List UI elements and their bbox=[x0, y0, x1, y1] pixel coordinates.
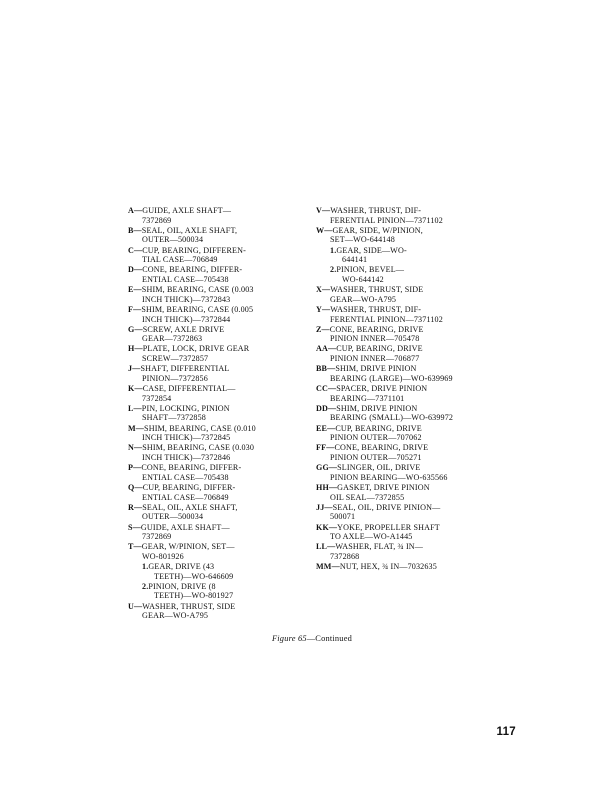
legend-entry-key: B— bbox=[128, 225, 142, 235]
legend-entry-part-number: ENTIAL CASE—705438 bbox=[142, 274, 229, 284]
legend-entry-key: 1. bbox=[142, 562, 149, 572]
legend-entry-part-number: ENTIAL CASE—706849 bbox=[142, 492, 229, 502]
legend-entry-text: SHIM, BEARING, CASE (0.030 bbox=[142, 443, 255, 453]
legend-entry-part-number: FERENTIAL PINION—7371102 bbox=[330, 314, 443, 324]
legend-entry-part-number: TO AXLE—WO-A1445 bbox=[330, 532, 413, 542]
legend-entry-key: Y— bbox=[316, 304, 331, 314]
legend-entry bbox=[316, 384, 496, 403]
legend-entry-key: F— bbox=[128, 304, 142, 314]
legend-entry bbox=[128, 265, 304, 284]
legend-entry-part-number: 644141 bbox=[342, 255, 368, 265]
legend-entry-part-number: TIAL CASE—706849 bbox=[142, 255, 218, 265]
legend-entry-part-number: SHAFT—7372858 bbox=[142, 413, 207, 423]
legend-entry bbox=[128, 344, 304, 363]
legend-entry-text: SHIM, BEARING, CASE (0.003 bbox=[141, 285, 254, 295]
legend-entry-text: SHAFT, DIFFERENTIAL bbox=[140, 364, 230, 374]
legend-entry bbox=[128, 226, 304, 245]
legend-entry-part-number: ENTIAL CASE—705438 bbox=[142, 472, 229, 482]
legend-entry-key: R— bbox=[128, 502, 143, 512]
legend-entry-part-number: BEARING (LARGE)—WO-639969 bbox=[330, 373, 453, 383]
legend-entry bbox=[128, 384, 304, 403]
legend-entry-key: LL— bbox=[316, 542, 336, 552]
legend-entry bbox=[128, 463, 304, 482]
legend-entry bbox=[316, 483, 496, 502]
legend-entry-text: SHIM, BEARING, CASE (0.010 bbox=[144, 423, 256, 433]
legend-entry-text: PLATE, LOCK, DRIVE GEAR bbox=[142, 344, 250, 354]
legend-entry-part-number: PINION INNER—705478 bbox=[330, 334, 420, 344]
legend-entry-part-number: INCH THICK)—7372846 bbox=[142, 452, 231, 462]
legend-entry-part-number: PINION OUTER—705271 bbox=[330, 452, 422, 462]
legend-column-right bbox=[316, 206, 496, 572]
legend-entry-key: S— bbox=[128, 522, 141, 532]
legend-entry-part-number: SET—WO-644148 bbox=[330, 235, 395, 245]
legend-entry-key: A— bbox=[128, 206, 143, 215]
legend-entry-key: M— bbox=[128, 423, 145, 433]
figure-caption bbox=[128, 634, 496, 643]
legend-entry bbox=[316, 364, 496, 383]
legend-entry bbox=[316, 424, 496, 443]
legend-entry-text: YOKE, PROPELLER SHAFT bbox=[337, 522, 440, 532]
legend-entry-key: H— bbox=[128, 344, 143, 354]
legend-entry bbox=[128, 404, 304, 423]
legend-entry-part-number: TEETH)—WO-801927 bbox=[154, 591, 234, 601]
legend-entry-part-number: PINION BEARING—WO-635566 bbox=[330, 472, 448, 482]
legend-entry-part-number: SCREW—7372857 bbox=[142, 354, 209, 364]
legend-entry bbox=[316, 206, 496, 225]
legend-entry-part-number: PINION—7372856 bbox=[142, 373, 208, 383]
legend-entry bbox=[128, 325, 304, 344]
legend-entry bbox=[316, 265, 496, 284]
legend-entry-key: G— bbox=[128, 324, 143, 334]
legend-entry-key: L— bbox=[128, 403, 142, 413]
legend-entry-key: X— bbox=[316, 285, 331, 295]
legend-entry-text: CONE, BEARING, DRIVE bbox=[329, 324, 424, 334]
legend-entry-key: HH— bbox=[316, 482, 338, 492]
legend-entry-part-number: OUTER—500034 bbox=[142, 512, 204, 522]
legend-entry-key: EE— bbox=[316, 423, 336, 433]
legend-entry bbox=[128, 206, 304, 225]
legend-entry bbox=[128, 305, 304, 324]
legend-entry-key: DD— bbox=[316, 403, 337, 413]
legend-entry-key: 2. bbox=[142, 581, 149, 591]
legend-entry-part-number: 7372869 bbox=[142, 532, 172, 542]
legend-entry-part-number: TEETH)—WO-646609 bbox=[154, 571, 234, 581]
legend-entry bbox=[128, 523, 304, 542]
legend-entry bbox=[316, 404, 496, 423]
legend-entry-text: CONE, BEARING, DRIVE bbox=[334, 443, 429, 453]
legend-entry-text: SPACER, DRIVE PINION bbox=[336, 384, 428, 394]
figure-caption-number: Figure 65 bbox=[271, 634, 307, 643]
legend-entry-part-number: GEAR—7372863 bbox=[142, 334, 203, 344]
legend-entry-part-number: 7372868 bbox=[330, 551, 360, 561]
legend-entry-key: P— bbox=[128, 463, 142, 473]
legend-entry-key: E— bbox=[128, 285, 142, 295]
legend-entry bbox=[316, 285, 496, 304]
legend-entry-key: 2. bbox=[330, 265, 337, 275]
legend-entry-part-number: OIL SEAL—7372855 bbox=[330, 492, 405, 502]
legend-entry bbox=[316, 523, 496, 542]
legend-entry-text: SHIM, DRIVE PINION bbox=[335, 364, 417, 374]
legend-entry bbox=[316, 305, 496, 324]
legend-entry-text: CUP, BEARING, DIFFEREN- bbox=[142, 245, 246, 255]
figure-caption-continued: —Continued bbox=[306, 634, 353, 643]
legend-entry-key: CC— bbox=[316, 384, 337, 394]
legend-entry bbox=[128, 542, 304, 561]
legend-entry-part-number: 7372854 bbox=[142, 393, 172, 403]
legend-entry-text: SEAL, OIL, DRIVE PINION— bbox=[332, 502, 441, 512]
legend-entry-text: NUT, HEX, ¾ IN—7032635 bbox=[339, 562, 437, 572]
legend-entry bbox=[128, 483, 304, 502]
legend-entry-key: MM— bbox=[316, 562, 340, 572]
legend-entry bbox=[128, 503, 304, 522]
legend-entry bbox=[128, 582, 304, 601]
legend-entry-text: WASHER, THRUST, SIDE bbox=[142, 601, 236, 611]
legend-entry bbox=[128, 424, 304, 443]
legend-entry-key: JJ— bbox=[316, 502, 333, 512]
legend-entry bbox=[316, 246, 496, 265]
legend-entry-text: PINION, DRIVE (8 bbox=[148, 581, 216, 591]
legend-entry-text: GASKET, DRIVE PINION bbox=[337, 482, 430, 492]
legend-entry-part-number: BEARING (SMALL)—WO-639972 bbox=[330, 413, 454, 423]
legend-entry-key: 1. bbox=[330, 245, 337, 255]
legend-entry bbox=[316, 463, 496, 482]
legend-entry-part-number: 7372869 bbox=[142, 215, 172, 225]
legend-entry-text: SCREW, AXLE DRIVE bbox=[142, 324, 225, 334]
legend-entry-part-number: PINION INNER—706877 bbox=[330, 354, 420, 364]
legend-entry bbox=[128, 246, 304, 265]
legend-entry bbox=[316, 325, 496, 344]
legend-entry-text: WASHER, THRUST, SIDE bbox=[330, 285, 424, 295]
legend-entry-part-number: PINION OUTER—707062 bbox=[330, 433, 422, 443]
legend-entry-key: FF— bbox=[316, 443, 335, 453]
legend-entry-key: K— bbox=[128, 384, 143, 394]
legend-entry-text: CUP, BEARING, DRIVE bbox=[336, 344, 423, 354]
legend-entry-part-number: BEARING—7371101 bbox=[330, 393, 405, 403]
legend-entry-text: CONE, BEARING, DIFFER- bbox=[142, 265, 243, 275]
legend-entry-text: SHIM, BEARING, CASE (0.005 bbox=[141, 304, 254, 314]
legend-entry-text: WASHER, THRUST, DIF- bbox=[330, 304, 422, 314]
legend-entry-text: PINION, BEVEL— bbox=[336, 265, 405, 275]
legend-entry-text: CUP, BEARING, DIFFER- bbox=[142, 482, 236, 492]
page-number: 117 bbox=[496, 726, 516, 738]
legend-entry-key: C— bbox=[128, 245, 143, 255]
legend-entry-part-number: INCH THICK)—7372843 bbox=[142, 294, 231, 304]
legend-entry bbox=[128, 443, 304, 462]
legend-entry-text: WASHER, THRUST, DIF- bbox=[330, 206, 422, 215]
legend-entry bbox=[316, 562, 496, 572]
legend-entry bbox=[128, 602, 304, 621]
legend-entry-part-number: GEAR—WO-A795 bbox=[330, 294, 397, 304]
legend-entry-part-number: OUTER—500034 bbox=[142, 235, 204, 245]
legend-column-left bbox=[128, 206, 304, 621]
legend-entry-key: Z— bbox=[316, 324, 330, 334]
legend-entry-key: KK— bbox=[316, 522, 338, 532]
legend-entry bbox=[128, 285, 304, 304]
legend-entry-text: SHIM, DRIVE PINION bbox=[336, 403, 418, 413]
legend-entry-text: SEAL, OIL, AXLE SHAFT, bbox=[141, 225, 238, 235]
legend-entry-text: GEAR, SIDE—WO- bbox=[336, 245, 407, 255]
legend-entry bbox=[128, 562, 304, 581]
legend-entry-key: D— bbox=[128, 265, 143, 275]
legend-entry bbox=[316, 443, 496, 462]
legend-entry-text: SLINGER, OIL, DRIVE bbox=[337, 463, 421, 473]
legend-entry-key: T— bbox=[128, 542, 142, 552]
legend-entry-key: GG— bbox=[316, 463, 338, 473]
legend-entry bbox=[128, 364, 304, 383]
legend-entry-text: WASHER, FLAT, ¾ IN— bbox=[335, 542, 424, 552]
legend-entry-key: Q— bbox=[128, 482, 143, 492]
legend-entry-key: N— bbox=[128, 443, 143, 453]
legend-entry-part-number: INCH THICK)—7372844 bbox=[142, 314, 231, 324]
legend-entry-text: PIN, LOCKING, PINION bbox=[141, 403, 230, 413]
legend-entry-key: W— bbox=[316, 225, 333, 235]
legend-entry bbox=[316, 344, 496, 363]
legend-entry-text: CONE, BEARING, DIFFER- bbox=[141, 463, 242, 473]
legend-entry-text: GUIDE, AXLE SHAFT— bbox=[142, 206, 232, 215]
legend-entry-text: GEAR, W/PINION, SET— bbox=[141, 542, 235, 552]
legend-entry-part-number: FERENTIAL PINION—7371102 bbox=[330, 215, 443, 225]
legend-entry-text: GEAR, DRIVE (43 bbox=[148, 562, 215, 572]
legend-entry-text: CUP, BEARING, DRIVE bbox=[335, 423, 422, 433]
legend-entry bbox=[316, 503, 496, 522]
legend-entry-key: V— bbox=[316, 206, 331, 215]
legend-entry bbox=[316, 226, 496, 245]
legend-entry-key: BB— bbox=[316, 364, 336, 374]
legend-entry-text: GEAR, SIDE, W/PINION, bbox=[332, 225, 423, 235]
legend-entry-text: CASE, DIFFERENTIAL— bbox=[142, 384, 236, 394]
legend-entry-key: U— bbox=[128, 601, 143, 611]
legend-entry-text: GUIDE, AXLE SHAFT— bbox=[140, 522, 230, 532]
legend-entry-text: SEAL, OIL, AXLE SHAFT, bbox=[142, 502, 238, 512]
legend-entry-part-number: INCH THICK)—7372845 bbox=[142, 433, 231, 443]
legend-entry-part-number: WO-644142 bbox=[342, 274, 384, 284]
legend-entry-part-number: WO-801926 bbox=[142, 551, 184, 561]
legend-columns bbox=[128, 206, 496, 621]
legend-entry-key: AA— bbox=[316, 344, 337, 354]
legend-entry-part-number: GEAR—WO-A795 bbox=[142, 611, 209, 621]
legend-entry bbox=[316, 542, 496, 561]
legend-entry-part-number: 500071 bbox=[330, 512, 356, 522]
legend-entry-key: J— bbox=[128, 364, 141, 374]
